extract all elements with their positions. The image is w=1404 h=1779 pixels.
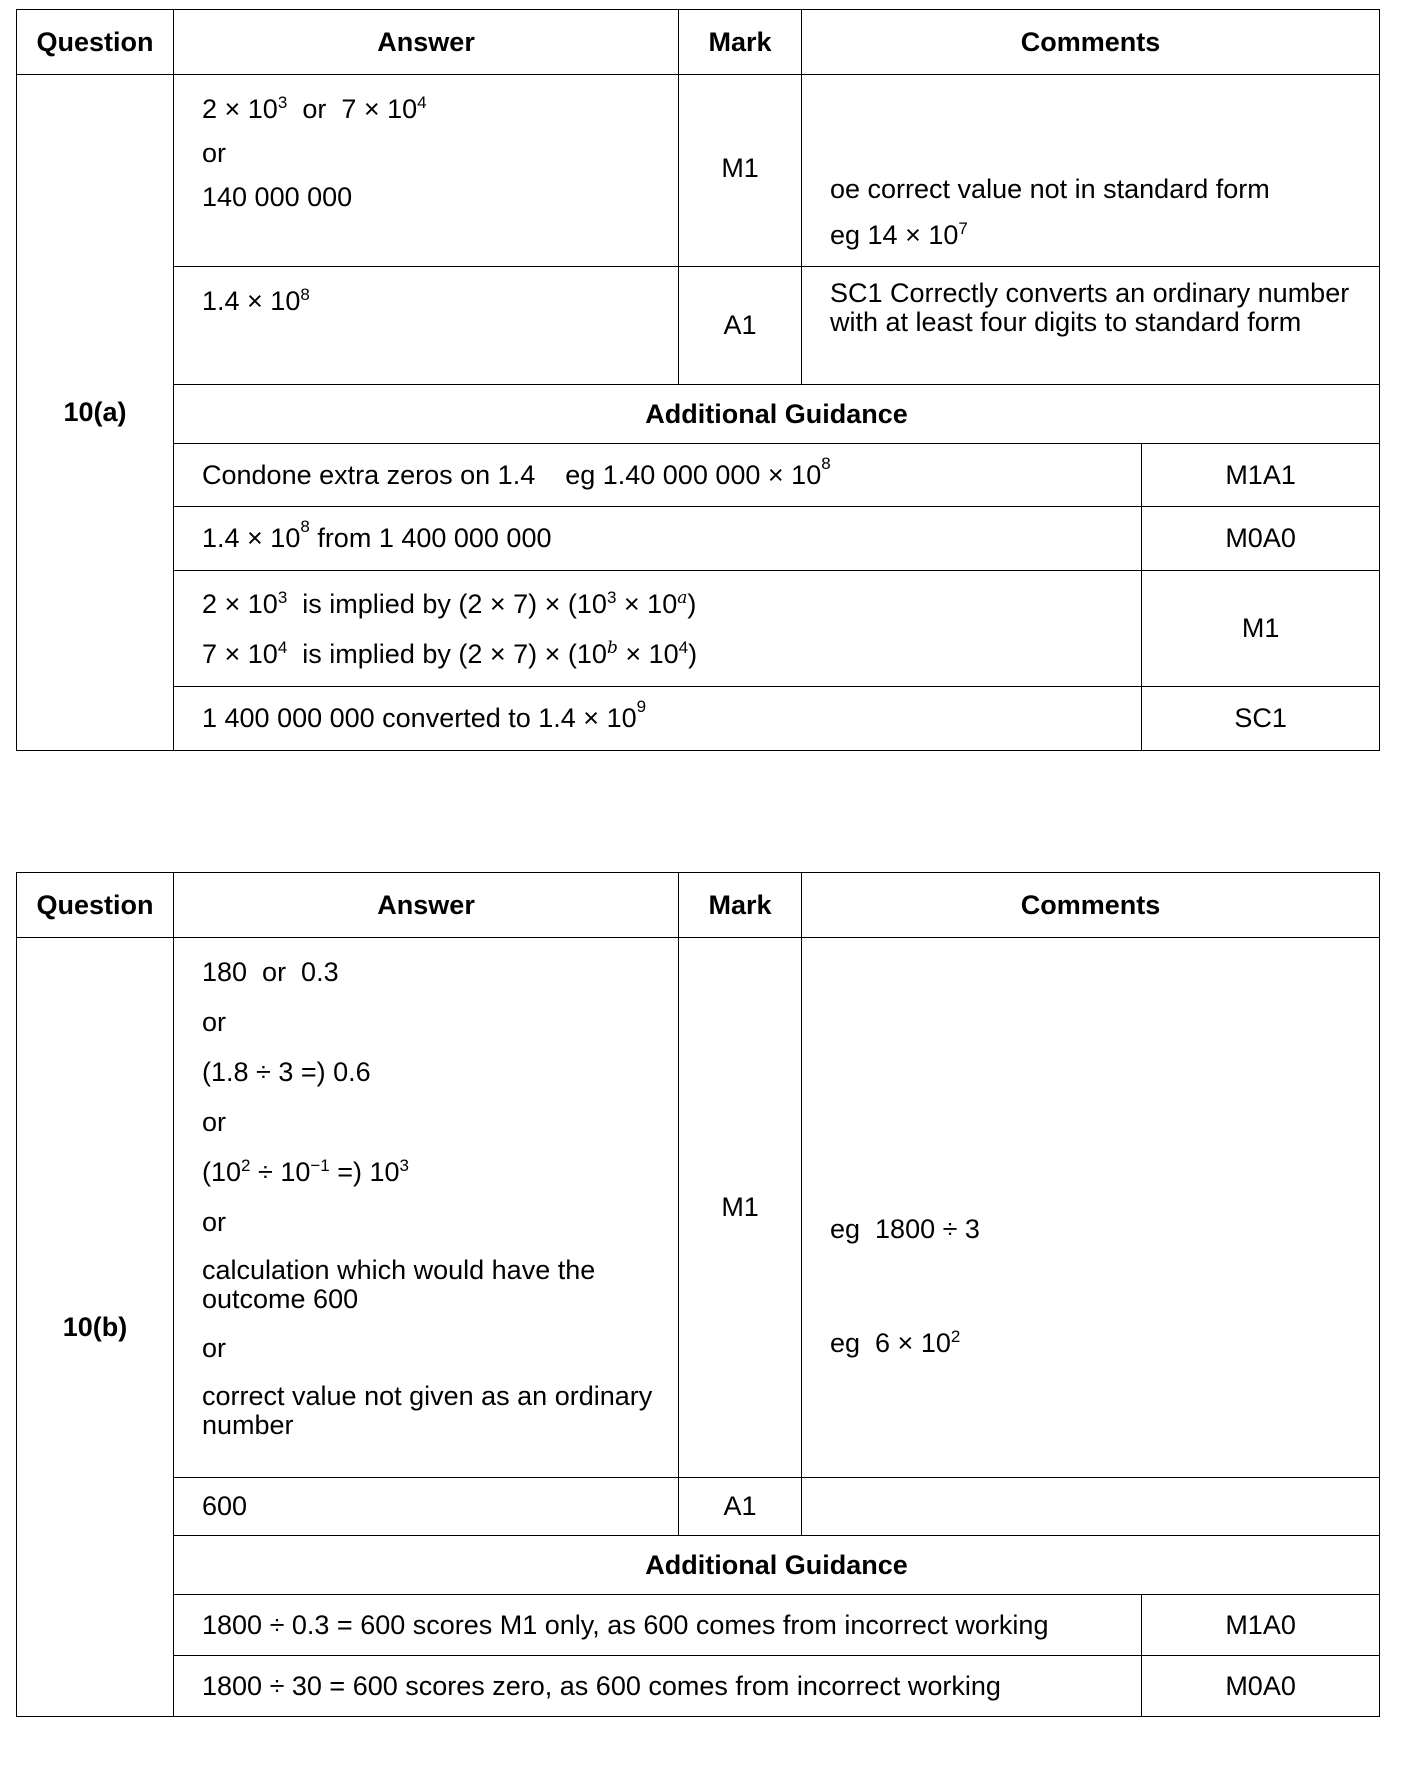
comment-cell (802, 267, 1380, 385)
answer-line: 180 or 0.3 (202, 957, 339, 987)
guidance-mark: M1A1 (1142, 444, 1380, 507)
question-number: 10(a) (17, 75, 174, 751)
answer-line: (1.8 ÷ 3 =) 0.6 (202, 1057, 371, 1087)
header-comments: Comments (802, 10, 1380, 75)
header-comments: Comments (802, 873, 1380, 938)
comment-line: eg $14 \times 10^7$ (830, 219, 968, 250)
guidance-mark: M1A0 (1142, 1595, 1380, 1656)
header-question: Question (17, 873, 174, 938)
answer-cell (174, 938, 679, 1478)
guidance-mark: SC1 (1142, 687, 1380, 751)
or-text: or (202, 1207, 227, 1237)
guidance-line: $7 \times 10^4$ is implied by $(2 \times 7) \times (10^b \times 10^4)$ (202, 637, 698, 669)
comment-line: oe correct value not in standard form (830, 174, 1270, 204)
answer-line: 140 000 000 (202, 182, 353, 212)
guidance-mark: M0A0 (1142, 1656, 1380, 1717)
mark-m1: M1 (679, 75, 802, 267)
comment-cell (802, 75, 1380, 267)
or-text: or (202, 1333, 227, 1363)
header-answer: Answer (174, 873, 679, 938)
answer-cell: 600 (174, 1478, 679, 1536)
additional-guidance-title: Additional Guidance (174, 1536, 1380, 1595)
guidance-text: 1800 ÷ 0.3 = 600 scores M1 only, as 600 comes from incorrect working (174, 1595, 1142, 1656)
answer-line: correct value not given as an ordinary number (202, 1381, 653, 1440)
mark-m1: M1 (679, 938, 802, 1478)
answer-cell (174, 267, 679, 385)
guidance-mark: M1 (1142, 571, 1380, 687)
or-text: or (202, 138, 227, 168)
guidance-text: $1.4 \times 10^8$ from 1 400 000 000 (174, 507, 1142, 571)
answer-line: ($10^2 \div 10^{-1}$ =) $10^3$ (202, 1156, 410, 1187)
or-text: or (202, 1107, 227, 1137)
guidance-text: Condone extra zeros on 1.4 eg 1.40 000 $000 \times 10^8$ (174, 444, 1142, 507)
comment-cell (802, 938, 1380, 1478)
guidance-mark: M0A0 (1142, 507, 1380, 571)
header-mark: Mark (679, 10, 802, 75)
mark-a1: A1 (679, 267, 802, 385)
answer-line: $1.4 \times 10^8$ (202, 285, 310, 316)
mark-scheme-table-10b (16, 872, 1380, 1717)
or-text: or (202, 1007, 227, 1037)
header-mark: Mark (679, 873, 802, 938)
guidance-line: $2 \times 10^3$ is implied by $(2 \times 7) \times (10^3 \times 10^a)$ (202, 587, 697, 619)
guidance-text: 1 400 000 000 converted to $1.4 \times 10^9$ (174, 687, 1142, 751)
answer-line: $2 \times 10^3$ or $7 \times 10^4$ (202, 93, 427, 124)
answer-cell (174, 75, 679, 267)
comment-line: eg $6 \times 10^2$ (830, 1327, 961, 1358)
header-question: Question (17, 10, 174, 75)
header-answer: Answer (174, 10, 679, 75)
guidance-text: 1800 ÷ 30 = 600 scores zero, as 600 comes from incorrect working (174, 1656, 1142, 1717)
mark-a1: A1 (679, 1478, 802, 1536)
comment-line: SC1 Correctly converts an ordinary number with at least four digits to standard form (830, 278, 1350, 337)
answer-line: calculation which would have the outcome 600 (202, 1255, 596, 1314)
additional-guidance-title: Additional Guidance (174, 385, 1380, 444)
comment-line: eg 1800 ÷ 3 (830, 1214, 980, 1244)
mark-scheme-table-10a (16, 9, 1380, 751)
comment-cell (802, 1478, 1380, 1536)
question-number: 10(b) (17, 938, 174, 1717)
guidance-text (174, 571, 1142, 687)
